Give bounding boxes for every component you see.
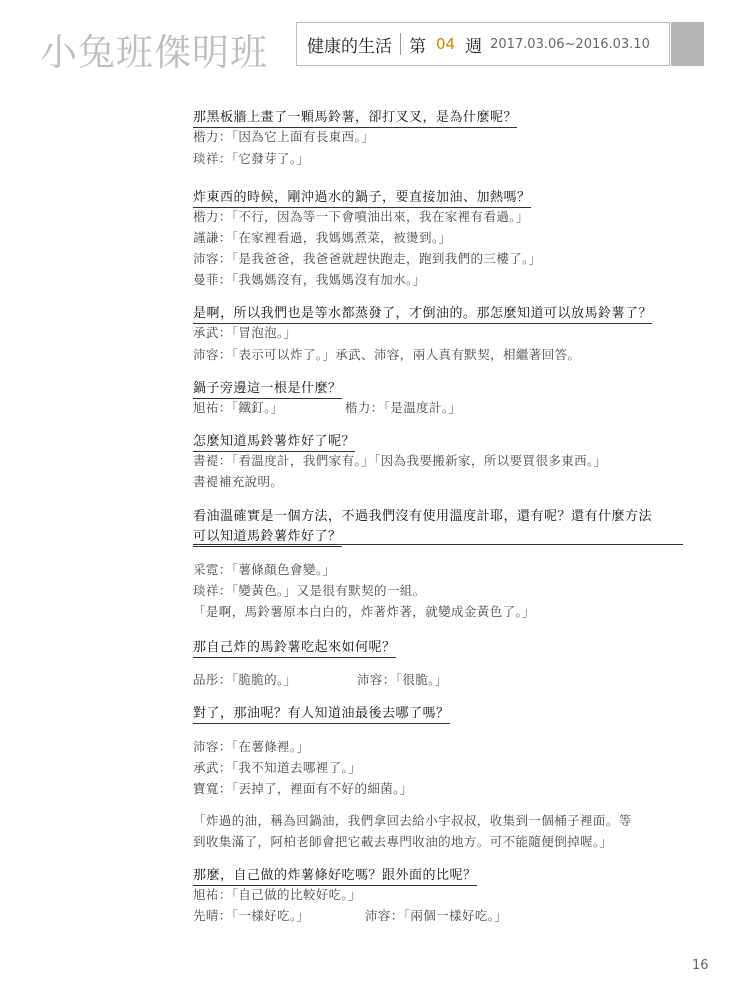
answer-line: 書褆：「看溫度計，我們家有。」「因為我要搬新家，所以要買很多東西。」	[193, 453, 607, 468]
answer-line: 承武：「冒泡泡。」	[193, 325, 297, 340]
note-line: 到收集滿了，阿柏老師會把它載去專門收油的地方。可不能隨便倒掉喔。」	[193, 834, 613, 849]
answer-line: 沛容：「表示可以炸了。」承武、沛容，兩人真有默契，相繼著回答。	[193, 347, 581, 362]
week-suffix: 週	[465, 36, 483, 57]
answer-line: 琰祥：「變黃色。」又是很有默契的一組。	[193, 583, 426, 598]
week-prefix: 第	[409, 36, 426, 57]
answer-line: 沛容：「在薯條裡。」	[193, 739, 310, 754]
answer-line: 品彤：「脆脆的。」	[193, 672, 297, 687]
answer-line: 書褆補充說明。	[193, 474, 284, 489]
answer-line: 承武：「我不知道去哪裡了。」	[193, 760, 362, 775]
class-name: 小兔班傑明班	[40, 31, 268, 74]
answer-line: 旭祐：「自己做的比較好吃。」	[193, 887, 362, 902]
answer-line: 楷力：「是溫度計。」	[345, 400, 462, 415]
answer-line: 楷力：「不行，因為等一下會噴油出來，我在家裡有看過。」	[193, 209, 529, 224]
underline-divider	[193, 544, 683, 545]
theme-title: 健康的生活	[307, 36, 392, 57]
answer-line: 沛容：「兩個一樣好吃。」	[365, 908, 508, 923]
week-number: 04	[436, 35, 456, 53]
page-number: 16	[692, 958, 709, 973]
header-divider	[400, 33, 401, 55]
question: 炸東西的時候，剛沖過水的鍋子，要直接加油、加熱嗎？	[193, 186, 531, 208]
question: 對了，那油呢？有人知道油最後去哪了嗎？	[193, 702, 450, 724]
answer-line: 「是啊，馬鈴薯原本白白的，炸著炸著，就變成金黃色了。」	[193, 604, 536, 619]
question: 那黑板牆上畫了一顆馬鈴薯，卻打叉叉，是為什麼呢？	[193, 106, 517, 128]
date-range: 2017.03.06~2016.03.10	[490, 36, 650, 52]
question: 怎麼知道馬鈴薯炸好了呢？	[193, 430, 355, 452]
question: 那麼，自己做的炸薯條好吃嗎？跟外面的比呢？	[193, 864, 477, 886]
header-tab-block	[671, 22, 704, 66]
answer-line: 先晴：「一樣好吃。」	[193, 908, 310, 923]
answer-line: 謹謙：「在家裡看過，我媽媽煮菜，被燙到。」	[193, 230, 452, 245]
answer-line: 沛容：「是我爸爸，我爸爸就趕快跑走，跑到我們的三樓了。」	[193, 251, 542, 266]
answer-line: 曼菲：「我媽媽沒有，我媽媽沒有加水。」	[193, 272, 426, 287]
note-line: 「炸過的油，稱為回鍋油，我們拿回去給小宇叔叔，收集到一個桶子裡面。等	[193, 813, 632, 828]
question: 可以知道馬鈴薯炸好了？	[193, 525, 342, 547]
question: 是啊，所以我們也是等水都蒸發了，才倒油的。那怎麼知道可以放馬鈴薯了？	[193, 302, 652, 324]
question: 看油溫確實是一個方法，不過我們沒有使用溫度計耶，還有呢？還有什麼方法	[193, 509, 653, 524]
header-info-box	[296, 22, 670, 66]
question: 鍋子旁邊這一根是什麼？	[193, 377, 342, 399]
answer-line: 琰祥：「它發芽了。」	[193, 151, 310, 166]
answer-line: 采霓：「薯條顏色會變。」	[193, 562, 336, 577]
answer-line: 楷力：「因為它上面有長東西。」	[193, 129, 375, 144]
question: 那自己炸的馬鈴薯吃起來如何呢？	[193, 636, 396, 658]
answer-line: 沛容：「很脆。」	[357, 672, 448, 687]
answer-line: 寶寬：「丟掉了，裡面有不好的細菌。」	[193, 781, 413, 796]
answer-line: 旭祐：「鐵釘。」	[193, 400, 284, 415]
